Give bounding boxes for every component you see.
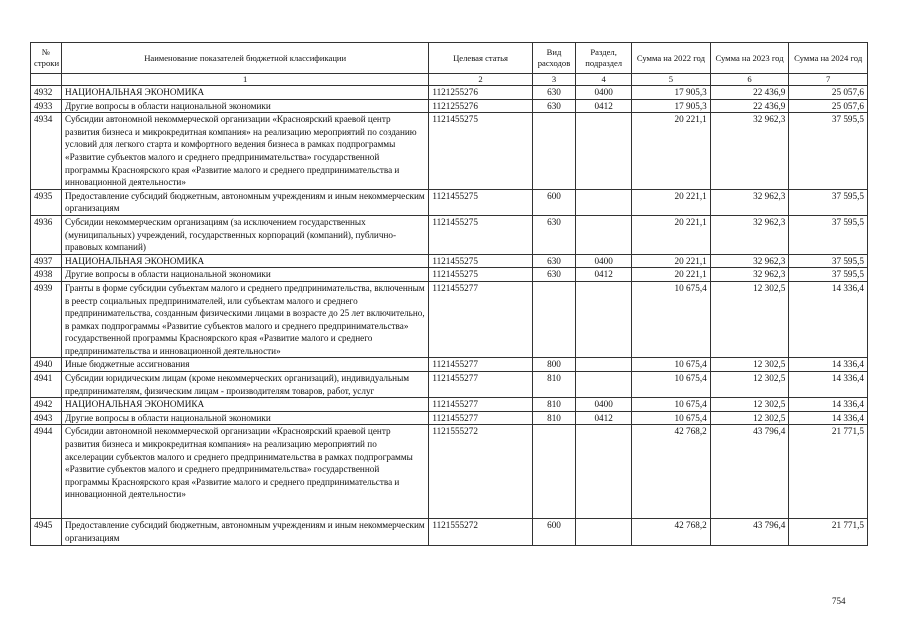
sum-2022-cell: 17 905,3 [632, 99, 711, 113]
row-number-cell: 4942 [31, 398, 62, 412]
table-row [31, 268, 868, 282]
table-row [31, 372, 868, 398]
indicator-name-cell: НАЦИОНАЛЬНАЯ ЭКОНОМИКА [62, 86, 429, 100]
section-cell [576, 189, 632, 215]
section-cell: 0412 [576, 268, 632, 282]
sum-2023-cell: 12 302,5 [710, 281, 789, 358]
row-number-cell: 4932 [31, 86, 62, 100]
row-number-cell: 4936 [31, 215, 62, 254]
row-number-cell: 4939 [31, 281, 62, 358]
table-row [31, 398, 868, 412]
target-article-cell: 1121555272 [429, 425, 532, 519]
sum-2024-cell: 21 771,5 [789, 425, 868, 519]
column-number: 2 [429, 74, 532, 86]
section-cell [576, 358, 632, 372]
target-article-cell: 1121455277 [429, 281, 532, 358]
header-expense-type: Вид расходов [532, 43, 575, 74]
row-number-cell: 4941 [31, 372, 62, 398]
indicator-name-cell: НАЦИОНАЛЬНАЯ ЭКОНОМИКА [62, 254, 429, 268]
table-row [31, 254, 868, 268]
sum-2023-cell: 32 962,3 [710, 113, 789, 190]
expense-type-cell: 630 [532, 215, 575, 254]
indicator-name-cell: Предоставление субсидий бюджетным, автономным учреждениям и иным некоммерческим организациям [62, 519, 429, 546]
sum-2024-cell: 37 595,5 [789, 113, 868, 190]
header-sum-2023: Сумма на 2023 год [710, 43, 789, 74]
table-row [31, 411, 868, 425]
header-indicator-name: Наименование показателей бюджетной классификации [62, 43, 429, 74]
sum-2022-cell: 10 675,4 [632, 372, 711, 398]
sum-2024-cell: 14 336,4 [789, 358, 868, 372]
row-number-cell: 4937 [31, 254, 62, 268]
sum-2022-cell: 20 221,1 [632, 113, 711, 190]
sum-2024-cell: 37 595,5 [789, 189, 868, 215]
section-cell: 0412 [576, 99, 632, 113]
sum-2022-cell: 42 768,2 [632, 519, 711, 546]
sum-2022-cell: 20 221,1 [632, 268, 711, 282]
sum-2023-cell: 12 302,5 [710, 411, 789, 425]
column-number: 3 [532, 74, 575, 86]
row-number-cell: 4944 [31, 425, 62, 519]
target-article-cell: 1121455277 [429, 372, 532, 398]
column-number [31, 74, 62, 86]
sum-2023-cell: 32 962,3 [710, 254, 789, 268]
table-row [31, 215, 868, 254]
section-cell [576, 215, 632, 254]
table-row [31, 358, 868, 372]
section-cell [576, 113, 632, 190]
indicator-name-cell: Другие вопросы в области национальной экономики [62, 268, 429, 282]
sum-2023-cell: 32 962,3 [710, 215, 789, 254]
target-article-cell: 1121455275 [429, 189, 532, 215]
row-number-cell: 4933 [31, 99, 62, 113]
section-cell: 0400 [576, 254, 632, 268]
sum-2022-cell: 10 675,4 [632, 398, 711, 412]
budget-table [30, 42, 868, 546]
expense-type-cell [532, 113, 575, 190]
table-row [31, 189, 868, 215]
sum-2023-cell: 32 962,3 [710, 268, 789, 282]
sum-2023-cell: 12 302,5 [710, 398, 789, 412]
indicator-name-cell: Субсидии юридическим лицам (кроме некоммерческих организаций), индивидуальным предпринимателям, физическим лицам - производителям товаров, работ, услуг [62, 372, 429, 398]
expense-type-cell: 600 [532, 519, 575, 546]
sum-2023-cell: 12 302,5 [710, 372, 789, 398]
sum-2024-cell: 25 057,6 [789, 86, 868, 100]
sum-2022-cell: 17 905,3 [632, 86, 711, 100]
sum-2022-cell: 10 675,4 [632, 281, 711, 358]
target-article-cell: 1121455275 [429, 215, 532, 254]
column-number: 5 [632, 74, 711, 86]
column-number-row [31, 74, 868, 86]
expense-type-cell: 810 [532, 411, 575, 425]
sum-2023-cell: 43 796,4 [710, 425, 789, 519]
table-row [31, 519, 868, 546]
indicator-name-cell: НАЦИОНАЛЬНАЯ ЭКОНОМИКА [62, 398, 429, 412]
target-article-cell: 1121255276 [429, 99, 532, 113]
sum-2022-cell: 20 221,1 [632, 254, 711, 268]
row-number-cell: 4945 [31, 519, 62, 546]
sum-2023-cell: 22 436,9 [710, 86, 789, 100]
target-article-cell: 1121455277 [429, 411, 532, 425]
target-article-cell: 1121255276 [429, 86, 532, 100]
header-row [31, 43, 868, 74]
sum-2022-cell: 10 675,4 [632, 358, 711, 372]
table-row [31, 99, 868, 113]
indicator-name-cell: Другие вопросы в области национальной экономики [62, 99, 429, 113]
indicator-name-cell: Предоставление субсидий бюджетным, автономным учреждениям и иным некоммерческим организациям [62, 189, 429, 215]
sum-2022-cell: 42 768,2 [632, 425, 711, 519]
target-article-cell: 1121455275 [429, 268, 532, 282]
sum-2022-cell: 10 675,4 [632, 411, 711, 425]
section-cell: 0412 [576, 411, 632, 425]
indicator-name-cell: Гранты в форме субсидии субъектам малого и среднего предпринимательства, включенным в реестр социальных предпринимателей, или субъектам малого и среднего предпринимательства, созданным физическими лицами в возрасте до 25 лет включительно, в рамках подпрограммы «Развитие субъектов малого и среднего предпринимательства» государственной программы Красноярского края «Развитие малого и среднего предпринимательства и инновационной деятельности» [62, 281, 429, 358]
header-section: Раздел, подраздел [576, 43, 632, 74]
header-target-article: Целевая статья [429, 43, 532, 74]
table-row [31, 281, 868, 358]
target-article-cell: 1121455275 [429, 113, 532, 190]
column-number: 1 [62, 74, 429, 86]
section-cell [576, 281, 632, 358]
sum-2024-cell: 21 771,5 [789, 519, 868, 546]
expense-type-cell: 630 [532, 99, 575, 113]
section-cell: 0400 [576, 398, 632, 412]
header-row-number: № строки [31, 43, 62, 74]
sum-2023-cell: 32 962,3 [710, 189, 789, 215]
target-article-cell: 1121455277 [429, 398, 532, 412]
section-cell [576, 425, 632, 519]
row-number-cell: 4938 [31, 268, 62, 282]
column-number: 7 [789, 74, 868, 86]
row-number-cell: 4935 [31, 189, 62, 215]
sum-2023-cell: 12 302,5 [710, 358, 789, 372]
expense-type-cell: 630 [532, 86, 575, 100]
sum-2024-cell: 37 595,5 [789, 215, 868, 254]
sum-2023-cell: 22 436,9 [710, 99, 789, 113]
row-number-cell: 4940 [31, 358, 62, 372]
target-article-cell: 1121455275 [429, 254, 532, 268]
expense-type-cell: 600 [532, 189, 575, 215]
column-number: 6 [710, 74, 789, 86]
sum-2022-cell: 20 221,1 [632, 189, 711, 215]
section-cell: 0400 [576, 86, 632, 100]
column-number: 4 [576, 74, 632, 86]
sum-2023-cell: 43 796,4 [710, 519, 789, 546]
indicator-name-cell: Субсидии некоммерческим организациям (за исключением государственных (муниципальных) учреждений, государственных корпораций (компаний), публично-правовых компаний) [62, 215, 429, 254]
table-row [31, 425, 868, 519]
header-sum-2024: Сумма на 2024 год [789, 43, 868, 74]
expense-type-cell: 630 [532, 268, 575, 282]
expense-type-cell: 630 [532, 254, 575, 268]
sum-2024-cell: 25 057,6 [789, 99, 868, 113]
table-row [31, 113, 868, 190]
expense-type-cell: 810 [532, 372, 575, 398]
header-sum-2022: Сумма на 2022 год [632, 43, 711, 74]
sum-2024-cell: 14 336,4 [789, 372, 868, 398]
row-number-cell: 4934 [31, 113, 62, 190]
sum-2024-cell: 37 595,5 [789, 268, 868, 282]
expense-type-cell: 810 [532, 398, 575, 412]
expense-type-cell [532, 281, 575, 358]
target-article-cell: 1121455277 [429, 358, 532, 372]
sum-2022-cell: 20 221,1 [632, 215, 711, 254]
section-cell [576, 519, 632, 546]
indicator-name-cell: Субсидии автономной некоммерческой организации «Красноярский краевой центр развития бизнеса и микрокредитная компания» на реализацию мероприятий по созданию условий для легкого старта и комфортного ведения бизнеса в рамках подпрограммы «Развитие субъектов малого и среднего предпринимательства» государственной программы Красноярского края «Развитие малого и среднего предпринимательства и инновационной деятельности» [62, 113, 429, 190]
page-number: 754 [832, 596, 846, 606]
indicator-name-cell: Иные бюджетные ассигнования [62, 358, 429, 372]
sum-2024-cell: 14 336,4 [789, 411, 868, 425]
row-number-cell: 4943 [31, 411, 62, 425]
table-row [31, 86, 868, 100]
expense-type-cell: 800 [532, 358, 575, 372]
indicator-name-cell: Другие вопросы в области национальной экономики [62, 411, 429, 425]
section-cell [576, 372, 632, 398]
expense-type-cell [532, 425, 575, 519]
sum-2024-cell: 14 336,4 [789, 398, 868, 412]
indicator-name-cell: Субсидии автономной некоммерческой организации «Красноярский краевой центр развития бизнеса и микрокредитная компания» на реализацию мероприятий по акселерации субъектов малого и среднего предпринимательства в рамках подпрограммы «Развитие субъектов малого и среднего предпринимательства» государственной программы Красноярского края «Развитие малого и среднего предпринимательства и инновационной деятельности» [62, 425, 429, 519]
sum-2024-cell: 37 595,5 [789, 254, 868, 268]
sum-2024-cell: 14 336,4 [789, 281, 868, 358]
target-article-cell: 1121555272 [429, 519, 532, 546]
